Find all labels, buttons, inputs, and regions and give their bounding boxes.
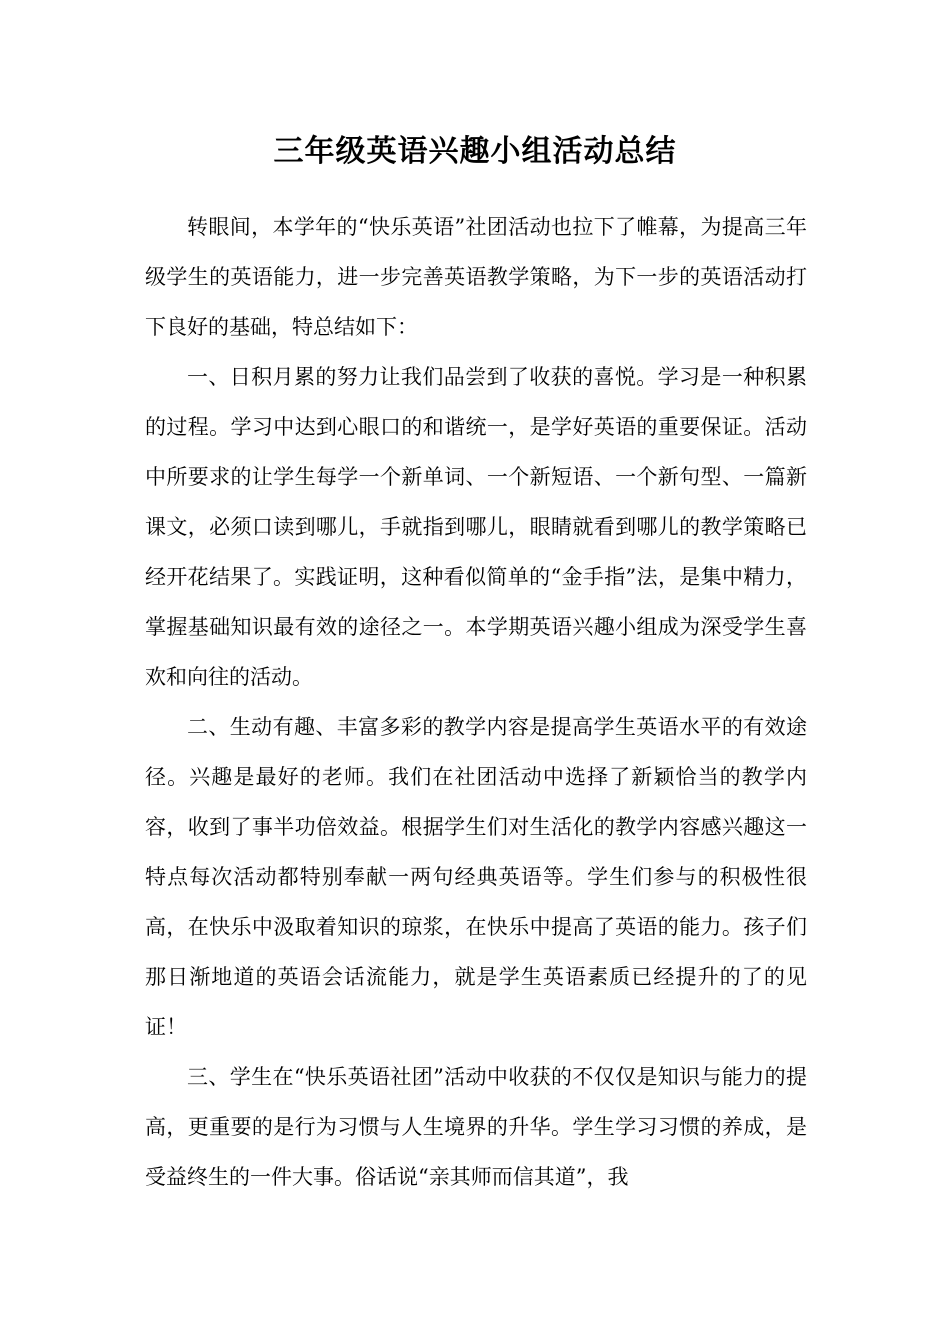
document-body <box>145 202 807 1202</box>
paragraph-intro: 转眼间，本学年的“快乐英语”社团活动也拉下了帷幕，为提高三年级学生的英语能力，进一步完善英语教学策略，为下一步的英语活动打下良好的基础，特总结如下： <box>145 215 807 339</box>
paragraph-section-3: 三、学生在“快乐英语社团”活动中收获的不仅仅是知识与能力的提高，更重要的是行为习惯与人生境界的升华。学生学习习惯的养成，是受益终生的一件大事。俗话说“亲其师而信其道”，我 <box>145 1065 807 1189</box>
paragraph-section-1: 一、日积月累的努力让我们品尝到了收获的喜悦。学习是一种积累的过程。学习中达到心眼口的和谐统一，是学好英语的重要保证。活动中所要求的让学生每学一个新单词、一个新短语、一个新句型、一篇新课文，必须口读到哪儿，手就指到哪儿，眼睛就看到哪儿的教学策略已经开花结果了。实践证明，这种看似简单的“金手指”法，是集中精力，掌握基础知识最有效的途径之一。本学期英语兴趣小组成为深受学生喜欢和向往的活动。 <box>145 365 807 689</box>
paragraph-section-2: 二、生动有趣、丰富多彩的教学内容是提高学生英语水平的有效途径。兴趣是最好的老师。我们在社团活动中选择了新颖恰当的教学内容，收到了事半功倍效益。根据学生们对生活化的教学内容感兴趣这一特点每次活动都特别奉献一两句经典英语等。学生们参与的积极性很高，在快乐中汲取着知识的琼浆，在快乐中提高了英语的能力。孩子们那日渐地道的英语会话流能力，就是学生英语素质已经提升的了的见证！ <box>145 715 807 1039</box>
document-title: 三年级英语兴趣小组活动总结 <box>273 134 677 169</box>
